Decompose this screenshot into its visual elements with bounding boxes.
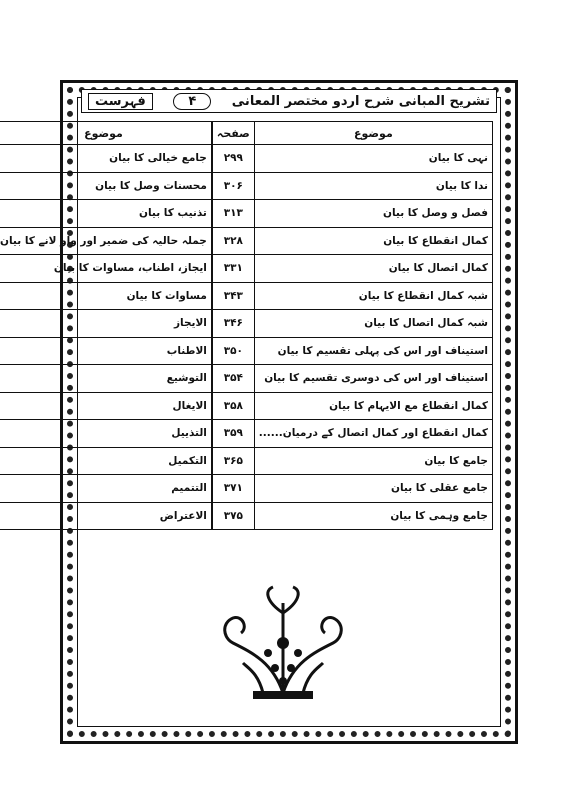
page-cell: ۳۵۴ bbox=[212, 365, 254, 393]
table-row bbox=[0, 172, 211, 200]
topic-cell: محسنات وصل کا بیان bbox=[0, 172, 211, 200]
table-row bbox=[212, 145, 492, 173]
table-row bbox=[0, 227, 211, 255]
topic-cell: کمال انقطاع کا بیان bbox=[254, 227, 492, 255]
table-row bbox=[212, 172, 492, 200]
topic-cell: الاطناب bbox=[0, 337, 211, 365]
topic-cell: ایجاز، اطناب، مساوات کا بیان bbox=[0, 255, 211, 283]
toc-table-left bbox=[0, 121, 212, 530]
page-frame bbox=[0, 80, 518, 744]
table-row bbox=[212, 200, 492, 228]
topic-cell: جملہ حالیہ کی ضمیر اور واو لانے کا بیان bbox=[0, 227, 211, 255]
page-cell: ۳۲۸ bbox=[212, 227, 254, 255]
topic-cell: جامع کا بیان bbox=[254, 447, 492, 475]
table-row bbox=[0, 282, 211, 310]
table-header-row bbox=[0, 122, 211, 145]
page-cell: ۲۹۹ bbox=[212, 145, 254, 173]
table-row bbox=[0, 365, 211, 393]
topic-cell: التذییل bbox=[0, 420, 211, 448]
topic-cell: نہی کا بیان bbox=[254, 145, 492, 173]
topic-cell: فصل و وصل کا بیان bbox=[254, 200, 492, 228]
topic-cell: شبہ کمال اتصال کا بیان bbox=[254, 310, 492, 338]
table-row bbox=[212, 337, 492, 365]
topic-cell: کمال اتصال کا بیان bbox=[254, 255, 492, 283]
table-row bbox=[212, 255, 492, 283]
toc-tables bbox=[0, 121, 493, 530]
topic-cell: جامع وہمی کا بیان bbox=[254, 502, 492, 530]
page-cell: ۳۰۶ bbox=[212, 172, 254, 200]
table-row bbox=[0, 337, 211, 365]
topic-cell: کمال انقطاع مع الایہام کا بیان bbox=[254, 392, 492, 420]
page-cell: ۳۵۸ bbox=[212, 392, 254, 420]
page-cell: ۳۴۳ bbox=[212, 282, 254, 310]
table-row bbox=[0, 502, 211, 530]
topic-cell: التکمیل bbox=[0, 447, 211, 475]
topic-column-header: موضوع bbox=[0, 122, 211, 145]
page-cell: ۳۶۵ bbox=[212, 447, 254, 475]
table-row bbox=[0, 145, 211, 173]
book-title: تشریح المبانی شرح اردو مختصر المعانی bbox=[231, 93, 490, 109]
page-number: ۴ bbox=[173, 93, 211, 110]
table-row bbox=[0, 255, 211, 283]
topic-cell: تذنیب کا بیان bbox=[0, 200, 211, 228]
page-cell: ۳۵۰ bbox=[212, 337, 254, 365]
page-column-header: صفحہ bbox=[212, 122, 254, 145]
table-row bbox=[212, 365, 492, 393]
page-cell: ۳۵۹ bbox=[212, 420, 254, 448]
page-cell: ۳۴۶ bbox=[212, 310, 254, 338]
table-header-row bbox=[212, 122, 492, 145]
topic-cell: الاعتراض bbox=[0, 502, 211, 530]
topic-cell: جامع خیالی کا بیان bbox=[0, 145, 211, 173]
topic-cell: استیناف اور اس کی دوسری تقسیم کا بیان bbox=[254, 365, 492, 393]
table-row bbox=[212, 447, 492, 475]
table-row bbox=[0, 420, 211, 448]
topic-cell: التوشیع bbox=[0, 365, 211, 393]
page-cell: ۳۳۱ bbox=[212, 255, 254, 283]
page-cell: ۳۷۱ bbox=[212, 475, 254, 503]
topic-column-header: موضوع bbox=[254, 122, 492, 145]
table-row bbox=[212, 475, 492, 503]
toc-table-right bbox=[212, 121, 493, 530]
topic-cell: مساوات کا بیان bbox=[0, 282, 211, 310]
table-row bbox=[212, 310, 492, 338]
section-label: فہرست bbox=[88, 93, 153, 110]
table-row bbox=[212, 227, 492, 255]
table-row bbox=[212, 420, 492, 448]
table-row bbox=[0, 200, 211, 228]
topic-cell: شبہ کمال انقطاع کا بیان bbox=[254, 282, 492, 310]
table-row bbox=[212, 392, 492, 420]
topic-cell: جامع عقلی کا بیان bbox=[254, 475, 492, 503]
running-header bbox=[81, 89, 497, 113]
table-row bbox=[0, 392, 211, 420]
page-cell: ۳۱۳ bbox=[212, 200, 254, 228]
floral-ornament bbox=[213, 583, 353, 703]
topic-cell: کمال انقطاع اور کمال اتصال کے درمیان...... bbox=[254, 420, 492, 448]
page-cell: ۳۷۵ bbox=[212, 502, 254, 530]
topic-cell: الایغال bbox=[0, 392, 211, 420]
table-row bbox=[0, 475, 211, 503]
topic-cell: التتمیم bbox=[0, 475, 211, 503]
topic-cell: استیناف اور اس کی پہلی تقسیم کا بیان bbox=[254, 337, 492, 365]
table-row bbox=[212, 502, 492, 530]
table-row bbox=[0, 310, 211, 338]
table-row bbox=[0, 447, 211, 475]
topic-cell: الایجاز bbox=[0, 310, 211, 338]
table-row bbox=[212, 282, 492, 310]
topic-cell: ندا کا بیان bbox=[254, 172, 492, 200]
